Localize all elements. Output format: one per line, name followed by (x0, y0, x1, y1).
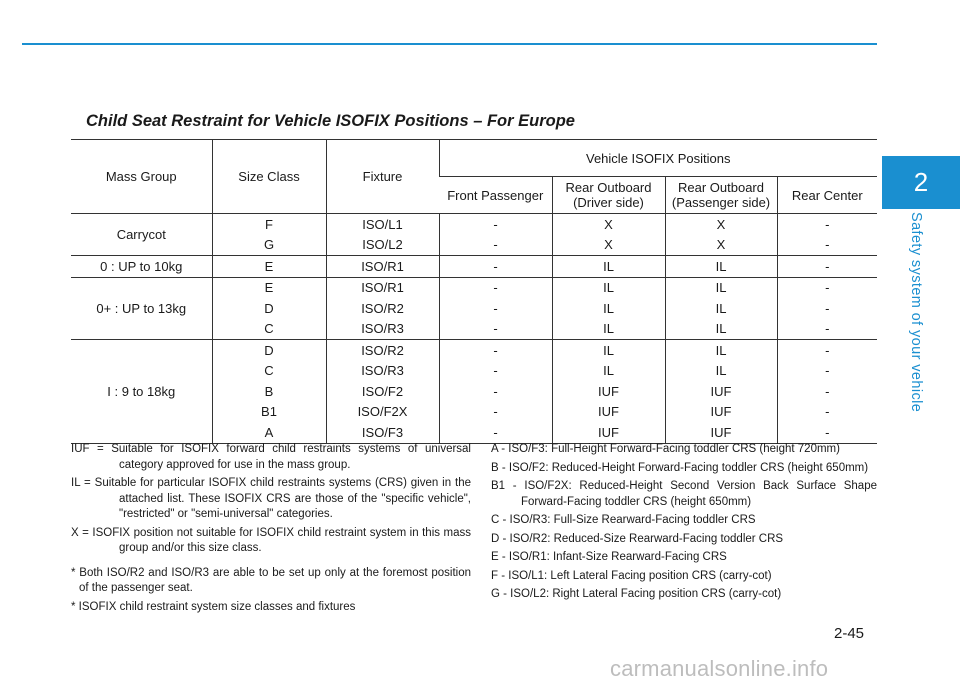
front-passenger-cell: - (439, 381, 552, 402)
table-row (71, 256, 877, 278)
front-passenger-cell: - (439, 422, 552, 443)
front-passenger-cell: - (439, 319, 552, 340)
size-class-cell: B (212, 381, 326, 402)
legend-notes (71, 442, 471, 618)
size-class-cell: B1 (212, 402, 326, 423)
rear-passenger-cell: IUF (665, 422, 777, 443)
definition-b1: B1 - ISO/F2X: Reduced-Height Second Version Back Surface Shape Forward-Facing toddler CRS (height 650mm) (491, 480, 877, 508)
rear-driver-cell: IL (552, 361, 665, 382)
fixture-cell: ISO/F2 (326, 381, 439, 402)
note-il: IL = Suitable for particular ISOFIX child restraints systems (CRS) given in the attached list. These ISOFIX CRS are those of the "specific vehicle", "restricted" or "semi-universal" categories. (71, 477, 471, 520)
front-passenger-cell: - (439, 298, 552, 319)
page-title: Child Seat Restraint for Vehicle ISOFIX Positions – For Europe (86, 112, 575, 130)
rear-driver-cell: X (552, 214, 665, 235)
rear-passenger-cell: X (665, 214, 777, 235)
footnote-size-classes: * ISOFIX child restraint system size classes and fixtures (71, 600, 356, 613)
mass-group-cell: 0+ : UP to 13kg (71, 277, 212, 340)
mass-group-cell: 0 : UP to 10kg (71, 256, 212, 278)
watermark: carmanualsonline.info (610, 656, 829, 681)
rear-center-cell: - (777, 402, 877, 423)
rear-passenger-cell: IL (665, 340, 777, 361)
header-rear-outboard-passenger: Rear Outboard (Passenger side) (665, 177, 777, 214)
fixture-cell: ISO/R2 (326, 298, 439, 319)
table-row (71, 214, 877, 235)
rear-center-cell: - (777, 298, 877, 319)
rear-driver-cell: IUF (552, 422, 665, 443)
fixture-cell: ISO/R2 (326, 340, 439, 361)
size-class-cell: C (212, 319, 326, 340)
rear-driver-cell: IL (552, 319, 665, 340)
rear-center-cell: - (777, 214, 877, 235)
rear-driver-cell: IL (552, 277, 665, 298)
size-class-cell: D (212, 340, 326, 361)
definition-e: E - ISO/R1: Infant-Size Rearward-Facing CRS (491, 551, 727, 563)
rear-center-cell: - (777, 381, 877, 402)
front-passenger-cell: - (439, 361, 552, 382)
rear-passenger-cell: IL (665, 319, 777, 340)
header-vehicle-positions: Vehicle ISOFIX Positions (439, 140, 877, 177)
definition-c: C - ISO/R3: Full-Size Rearward-Facing toddler CRS (491, 514, 756, 526)
definition-g: G - ISO/L2: Right Lateral Facing position CRS (carry-cot) (491, 588, 782, 600)
front-passenger-cell: - (439, 214, 552, 235)
rear-passenger-cell: IUF (665, 402, 777, 423)
fixture-cell: ISO/R1 (326, 277, 439, 298)
front-passenger-cell: - (439, 256, 552, 278)
rear-driver-cell: IUF (552, 402, 665, 423)
table-row (71, 340, 877, 361)
rear-driver-cell: X (552, 235, 665, 256)
rear-center-cell: - (777, 256, 877, 278)
table-row (71, 277, 877, 298)
table-body (71, 214, 877, 444)
rear-passenger-cell: IL (665, 256, 777, 278)
header-size-class: Size Class (212, 140, 326, 214)
mass-group-cell: I : 9 to 18kg (71, 340, 212, 444)
rear-driver-cell: IUF (552, 381, 665, 402)
definition-f: F - ISO/L1: Left Lateral Facing position CRS (carry-cot) (491, 569, 772, 582)
header-mass-group: Mass Group (105, 169, 177, 184)
note-x: X = ISOFIX position not suitable for ISOFIX child restraint system in this mass group and/or this size class. (71, 526, 471, 554)
section-number: 2 (913, 167, 929, 197)
section-side-title: Safety system of your vehicle (908, 212, 924, 413)
fixture-cell: ISO/R1 (326, 256, 439, 278)
front-passenger-cell: - (439, 277, 552, 298)
front-passenger-cell: - (439, 402, 552, 423)
size-class-cell: E (212, 256, 326, 278)
front-passenger-cell: - (439, 235, 552, 256)
rear-driver-cell: IL (552, 340, 665, 361)
fixture-cell: ISO/R3 (326, 361, 439, 382)
front-passenger-cell: - (439, 340, 552, 361)
size-class-cell: F (212, 214, 326, 235)
fixture-cell: ISO/F2X (326, 402, 439, 423)
size-class-cell: C (212, 361, 326, 382)
size-class-cell: D (212, 298, 326, 319)
fixture-cell: ISO/F3 (326, 422, 439, 443)
header-front-passenger: Front Passenger (439, 177, 552, 214)
size-class-cell: E (212, 277, 326, 298)
definition-b: B - ISO/F2: Reduced-Height Forward-Facing toddler CRS (height 650mm) (491, 461, 869, 474)
rear-center-cell: - (777, 361, 877, 382)
rear-passenger-cell: X (665, 235, 777, 256)
page-number: 2-45 (834, 625, 865, 642)
header-fixture: Fixture (326, 140, 439, 214)
rear-passenger-cell: IL (665, 298, 777, 319)
mass-group-cell: Carrycot (71, 214, 212, 256)
rear-center-cell: - (777, 340, 877, 361)
footnote-iso-r2-r3: * Both ISO/R2 and ISO/R3 are able to be set up only at the foremost position of the passenger seat. (71, 566, 471, 594)
rear-center-cell: - (777, 277, 877, 298)
header-row (71, 140, 877, 177)
rear-passenger-cell: IUF (665, 381, 777, 402)
definition-d: D - ISO/R2: Reduced-Size Rearward-Facing toddler CRS (491, 532, 784, 545)
size-class-cell: G (212, 235, 326, 256)
header-rear-center: Rear Center (777, 177, 877, 214)
section-tab (882, 156, 960, 209)
fixture-cell: ISO/L1 (326, 214, 439, 235)
fixture-cell: ISO/R3 (326, 319, 439, 340)
header-rear-outboard-driver: Rear Outboard (Driver side) (552, 177, 665, 214)
rear-passenger-cell: IL (665, 361, 777, 382)
definition-a: A - ISO/F3: Full-Height Forward-Facing toddler CRS (height 720mm) (491, 443, 840, 455)
rear-center-cell: - (777, 235, 877, 256)
size-class-cell: A (212, 422, 326, 443)
rear-center-cell: - (777, 319, 877, 340)
rear-center-cell: - (777, 422, 877, 443)
isofix-table (71, 139, 877, 444)
rear-driver-cell: IL (552, 256, 665, 278)
top-rule (22, 43, 877, 45)
rear-driver-cell: IL (552, 298, 665, 319)
fixture-cell: ISO/L2 (326, 235, 439, 256)
note-iuf: IUF = Suitable for ISOFIX forward child restraints systems of universal category approved for use in the mass group. (71, 443, 471, 471)
size-class-definitions (491, 442, 877, 606)
rear-passenger-cell: IL (665, 277, 777, 298)
